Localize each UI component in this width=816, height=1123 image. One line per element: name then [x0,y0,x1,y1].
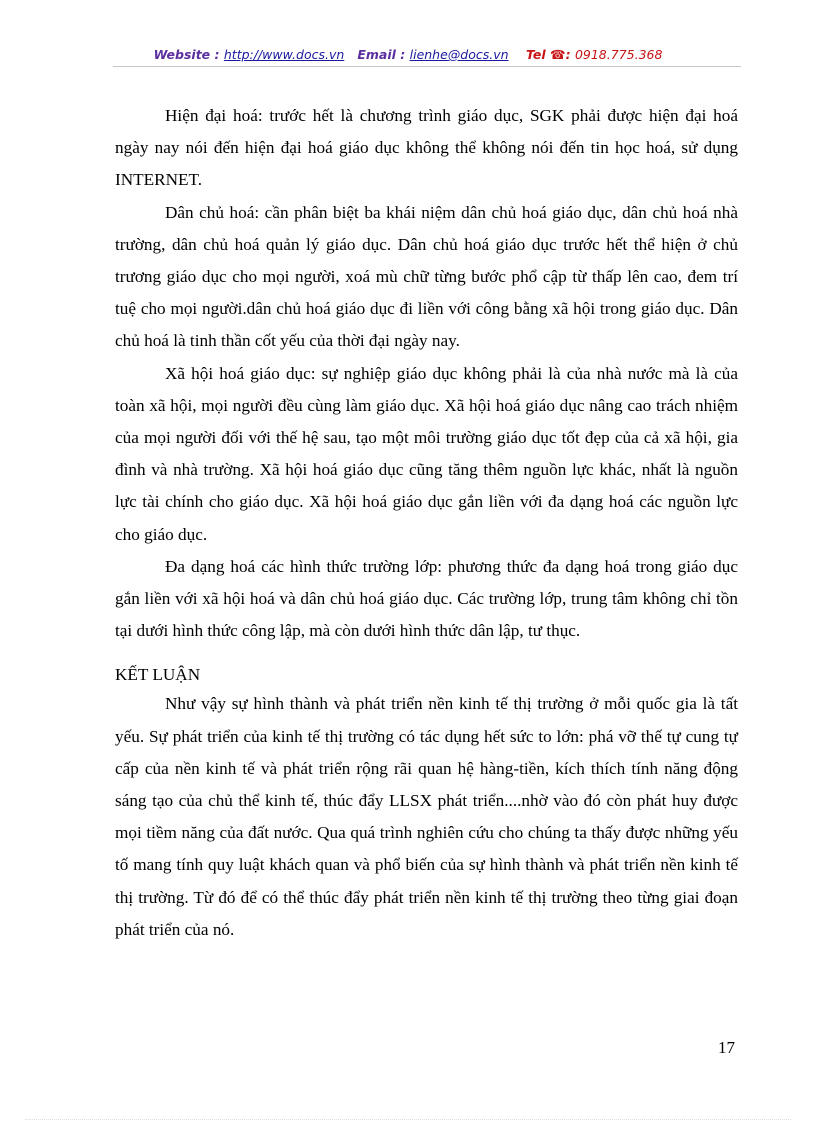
website-label: Website : [153,47,220,62]
paragraph-modernization: Hiện đại hoá: trước hết là chương trình giáo dục, SGK phải được hiện đại hoá ngày nay nói đến hiện đại hoá giáo dục không thể không nói đến tin học hoá, sử dụng INTERNET. [115,106,738,190]
page-header [0,47,816,62]
header-divider [113,66,741,67]
paragraph-democratization: Dân chủ hoá: cần phân biệt ba khái niệm dân chủ hoá giáo dục, dân chủ hoá nhà trường, dân chủ hoá quản lý giáo dục. Dân chủ hoá giáo dục trước hết thể hiện ở chủ trương giáo dục cho mọi người, xoá mù chữ từng bước phổ cập từ thấp lên cao, đem trí tuệ cho mọi người.dân chủ hoá giáo dục đi liền với công bằng xã hội trong giáo dục. Dân chủ hoá là tinh thần cốt yếu của thời đại ngày nay. [115,202,738,351]
paragraph-diversification: Đa dạng hoá các hình thức trường lớp: phương thức đa dạng hoá trong giáo dục gắn liền với xã hội hoá và dân chủ hoá giáo dục. Các trường lớp, trung tâm không chỉ tồn tại dưới hình thức công lập, mà còn dưới hình thức dân lập, tư thục. [115,556,738,641]
email-label: Email : [357,47,406,62]
page-number: 17 [718,1038,735,1057]
tel-value: 0918.775.368 [574,47,663,62]
tel-label: Tel ☎: [525,47,571,62]
email-link[interactable]: lienhe@docs.vn [409,47,509,62]
conclusion-paragraph: Như vậy sự hình thành và phát triển nền kinh tế thị trường ở mỗi quốc gia là tất yếu. Sự phát triển của kinh tế thị trường có tác dụng hết sức to lớn: phá vỡ thế tự cung tự cấp của nền kinh tế và phát triển rộng rãi quan hệ hàng-tiền, kích thích tính năng động sáng tạo của chủ thể kinh tế, thúc đẩy LLSX phát triển....nhờ vào đó còn phát huy được mọi tiềm năng của đất nước. Qua quá trình nghiên cứu cho chúng ta thấy được những yếu tố mang tính quy luật khách quan và phổ biến của sự hình thành và phát triển nền kinh tế thị trường. Từ đó để có thể thúc đẩy phát triển nền kinh tế thị trường theo từng giai đoạn phát triển của nó. [115,694,738,939]
footer-divider [25,1119,791,1120]
conclusion-heading: KẾT LUẬN [115,665,201,685]
website-link[interactable]: http://www.docs.vn [223,47,345,62]
document-body [115,100,738,946]
paragraph-socialization: Xã hội hoá giáo dục: sự nghiệp giáo dục không phải là của nhà nước mà là của toàn xã hội, mọi người đều cùng làm giáo dục. Xã hội hoá giáo dục nâng cao trách nhiệm của mọi người đối với thế hệ sau, tạo một môi trường giáo dục tốt đẹp của cả xã hội, gia đình và nhà trường. Xã hội hoá giáo dục cũng tăng thêm nguồn lực khác, nhất là nguồn lực tài chính cho giáo dục. Xã hội hoá giáo dục gắn liền với đa dạng hoá các nguồn lực cho giáo dục. [115,363,738,544]
